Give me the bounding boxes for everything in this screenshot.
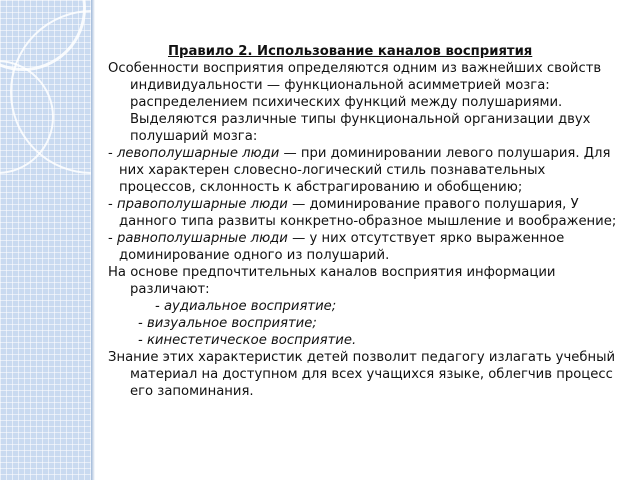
decorative-side-band	[0, 0, 91, 480]
channel-item-audial	[108, 298, 626, 315]
type-description: — у них отсутствует ярко выраженное доминирование одного из полушарий.	[119, 231, 565, 263]
type-term: равнополушарные люди	[116, 231, 288, 246]
type-term: левополушарные люди	[116, 146, 280, 161]
type-dash: -	[108, 197, 117, 212]
type-description: — доминирование правого полушария, У данного типа развиты конкретно-образное мышление и воображение;	[119, 197, 617, 229]
type-item-equal	[108, 230, 626, 264]
type-item-right	[108, 196, 626, 230]
type-dash: -	[108, 231, 117, 246]
type-term: правополушарные люди	[116, 197, 288, 212]
side-band-edge	[91, 0, 95, 480]
slide-title: Правило 2. Использование каналов восприятия	[168, 44, 533, 59]
channel-item-visual	[108, 315, 626, 332]
type-item-left	[108, 145, 626, 196]
channel-label: - визуальное восприятие;	[138, 316, 317, 331]
slide-content	[108, 43, 626, 400]
channels-intro: На основе предпочтительных каналов восприятия информации различают:	[108, 265, 556, 297]
intro-paragraph: Особенности восприятия определяются одним из важнейших свойств индивидуальности — функциональной асимметрией мозга: распределением психических функций между полушариями. Выделяются различные типы функциональной организации двух полушарий мозга:	[108, 61, 602, 144]
type-description: — при доминировании левого полушария. Для них характерен словесно-логический стиль познавательных процессов, склонность к абстрагированию и обобщению;	[119, 146, 611, 195]
channel-label: - кинестетическое восприятие.	[138, 333, 357, 348]
channel-label: - аудиальное восприятие;	[155, 299, 337, 314]
conclusion-paragraph: Знание этих характеристик детей позволит педагогу излагать учебный материал на доступном для всех учащихся языке, облегчив процесс его запоминания.	[108, 350, 616, 399]
channel-item-kinesthetic	[108, 332, 626, 349]
type-dash: -	[108, 146, 117, 161]
